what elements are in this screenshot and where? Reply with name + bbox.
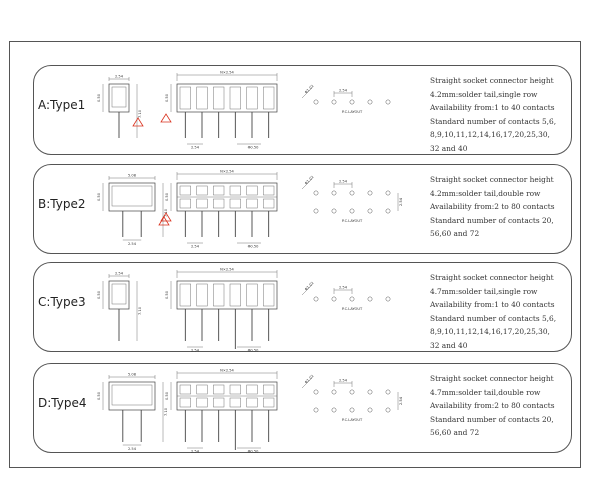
pin-diameter-label: Φ0.50 [247, 449, 259, 454]
description-line: 4.7mm:solder tail,single row [430, 286, 538, 296]
pcb-hole [368, 297, 372, 301]
pin-spacing-label: 2.54 [338, 179, 348, 184]
type-letter: B [38, 197, 47, 211]
height-dimension-label: 7.10 [164, 407, 168, 417]
pin-dimension-label: 0.50 [165, 290, 169, 300]
pad-diameter-label: Φ1.02 [304, 281, 315, 292]
description-line: 4.2mm:solder tail,double row [430, 188, 541, 198]
pcb-hole [350, 100, 354, 104]
pcb-hole [350, 209, 354, 213]
panel-type1 [33, 65, 572, 155]
pin-spacing-label: 2.54 [190, 348, 200, 353]
panel-type2 [33, 164, 572, 254]
pcb-hole [350, 390, 354, 394]
pcb-hole [314, 209, 318, 213]
pcb-hole [314, 390, 318, 394]
pcb-hole [386, 100, 390, 104]
pin-diameter-label: Φ0.50 [247, 145, 259, 150]
pcb-hole [368, 408, 372, 412]
profile-inner [112, 284, 126, 304]
height-dimension-label: 7.10 [138, 306, 142, 316]
description-line: Standard number of contacts 5,6, [430, 313, 557, 323]
description [430, 173, 570, 241]
contact-slot [180, 87, 191, 109]
pin-diameter-label: Φ0.50 [247, 244, 259, 249]
contact-slot [230, 199, 241, 208]
description-line: 8,9,10,11,12,14,16,17,20,25,30, [430, 130, 550, 139]
contact-slot [197, 284, 208, 306]
pin-spacing-label: 2.54 [338, 285, 348, 290]
pin-dimension-label: 0.50 [97, 290, 101, 300]
pin-spacing-label: 2.54 [338, 88, 348, 93]
pin-dimension-label: 0.50 [165, 391, 169, 401]
type-letter: D [38, 396, 48, 410]
contact-slot [180, 199, 191, 208]
contact-slot [263, 385, 274, 394]
contact-slot [247, 87, 258, 109]
pcb-hole [368, 209, 372, 213]
contact-slot [230, 385, 241, 394]
pad-diameter-label: Φ1.02 [304, 175, 315, 186]
pcb-hole [350, 408, 354, 412]
pad-diameter-label: Φ1.02 [304, 84, 315, 95]
contact-slot [197, 398, 208, 407]
contact-slot [247, 385, 258, 394]
type-label: B:Type2 [38, 197, 86, 211]
panel-type3 [33, 262, 572, 352]
type-label: C:Type3 [38, 295, 86, 309]
row-pitch-label: 2.54 [127, 447, 137, 451]
contact-slot [213, 186, 224, 195]
description-line: Availability from:2 to 80 contacts [430, 202, 555, 211]
front-body [177, 84, 277, 112]
warning-triangle-icon [161, 114, 171, 122]
profile-body [109, 382, 155, 410]
pcb-hole [332, 297, 336, 301]
width-dimension-label: 5.08 [127, 173, 137, 178]
pcb-hole [386, 209, 390, 213]
pcb-layout-label: P.C.LAYOUT [341, 418, 363, 422]
pcb-hole [332, 209, 336, 213]
pad-diameter-label: Φ1.02 [304, 374, 315, 385]
pcb-hole [314, 297, 318, 301]
description-line: Standard number of contacts 20, [430, 414, 554, 424]
profile-inner [112, 186, 152, 206]
row-pitch-label: 2.54 [399, 197, 403, 207]
description-line: Standard number of contacts 20, [430, 215, 554, 225]
description-line: Availability from:2 to 80 contacts [430, 401, 555, 410]
type-letter: A [38, 98, 46, 112]
pcb-hole [332, 100, 336, 104]
width-dimension-label: 5.08 [127, 372, 137, 377]
type-label: D:Type4 [38, 396, 87, 410]
contact-slot [263, 87, 274, 109]
pcb-hole [386, 408, 390, 412]
contact-slot [247, 398, 258, 407]
type-name: Type2 [50, 197, 86, 211]
pitch-dimension-label: N×2.54 [220, 368, 234, 373]
description-line: 56,60 and 72 [430, 428, 480, 437]
description-line: Straight socket connector height [430, 175, 554, 184]
contact-slot [213, 284, 224, 306]
contact-slot [180, 385, 191, 394]
description [430, 74, 570, 155]
description-line: 4.2mm:solder tail,single row [430, 89, 538, 99]
type-letter: C [38, 295, 47, 309]
description-line: Straight socket connector height [430, 374, 554, 383]
type-name: Type4 [51, 396, 87, 410]
description-line: 32 and 40 [430, 340, 468, 350]
pcb-hole [368, 390, 372, 394]
pin-dimension-label: 0.50 [97, 93, 101, 103]
pcb-hole [332, 408, 336, 412]
description-line: Straight socket connector height [430, 273, 554, 282]
front-body [177, 281, 277, 309]
pcb-hole [386, 297, 390, 301]
pcb-hole [350, 191, 354, 195]
height-dimension-label: 7.10 [164, 208, 168, 218]
contact-slot [263, 199, 274, 208]
contact-slot [197, 385, 208, 394]
contact-slot [213, 398, 224, 407]
contact-slot [230, 186, 241, 195]
type-name: Type3 [50, 295, 86, 309]
pcb-hole [386, 390, 390, 394]
row-pitch-label: 2.54 [127, 242, 137, 246]
warning-triangle-icon [133, 118, 143, 126]
pin-spacing-label: 2.54 [190, 449, 200, 454]
pcb-layout-label: P.C.LAYOUT [341, 307, 363, 311]
contact-slot [263, 398, 274, 407]
description-line: 8,9,10,11,12,14,16,17,20,25,30, [430, 327, 550, 336]
pcb-hole [386, 191, 390, 195]
pin-dimension-label: 0.50 [97, 391, 101, 401]
pin-diameter-label: Φ0.50 [247, 348, 259, 353]
height-dimension-label: 7.10 [138, 109, 142, 119]
contact-slot [247, 284, 258, 306]
pin-dimension-label: 0.50 [165, 192, 169, 202]
pcb-hole [314, 100, 318, 104]
description-line: Standard number of contacts 5,6, [430, 116, 557, 126]
contact-slot [263, 186, 274, 195]
contact-slot [263, 284, 274, 306]
contact-slot [197, 186, 208, 195]
pin-dimension-label: 0.50 [97, 192, 101, 202]
pcb-hole [368, 191, 372, 195]
contact-slot [213, 385, 224, 394]
description-line: Availability from:1 to 40 contacts [430, 300, 555, 309]
pcb-hole [314, 191, 318, 195]
contact-slot [230, 398, 241, 407]
pin-dimension-label: 0.50 [165, 93, 169, 103]
pitch-dimension-label: N×2.54 [220, 70, 234, 75]
description-line: Straight socket connector height [430, 76, 554, 85]
pcb-hole [368, 100, 372, 104]
description-line: 32 and 40 [430, 143, 468, 153]
width-dimension-label: 2.54 [114, 271, 124, 276]
contact-slot [247, 186, 258, 195]
row-pitch-label: 2.54 [399, 396, 403, 406]
contact-slot [230, 284, 241, 306]
description-line: 56,60 and 72 [430, 229, 480, 238]
pcb-hole [350, 297, 354, 301]
contact-slot [213, 199, 224, 208]
pcb-hole [332, 390, 336, 394]
width-dimension-label: 2.54 [114, 74, 124, 79]
contact-slot [180, 284, 191, 306]
contact-slot [197, 87, 208, 109]
profile-inner [112, 87, 126, 107]
panel-type4 [33, 363, 572, 453]
pcb-layout-label: P.C.LAYOUT [341, 110, 363, 114]
type-name: Type1 [50, 98, 86, 112]
type-label: A:Type1 [38, 98, 86, 112]
contact-slot [213, 87, 224, 109]
contact-slot [247, 199, 258, 208]
description-line: Availability from:1 to 40 contacts [430, 103, 555, 112]
contact-slot [180, 186, 191, 195]
contact-slot [180, 398, 191, 407]
contact-slot [197, 199, 208, 208]
pcb-hole [332, 191, 336, 195]
pitch-dimension-label: N×2.54 [220, 169, 234, 174]
pin-spacing-label: 2.54 [338, 378, 348, 383]
profile-inner [112, 385, 152, 405]
pitch-dimension-label: N×2.54 [220, 267, 234, 272]
profile-body [109, 183, 155, 211]
description-line: 4.7mm:solder tail,double row [430, 387, 541, 397]
description [430, 372, 570, 440]
pin-spacing-label: 2.54 [190, 244, 200, 249]
pcb-hole [314, 408, 318, 412]
pcb-layout-label: P.C.LAYOUT [341, 219, 363, 223]
contact-slot [230, 87, 241, 109]
pin-spacing-label: 2.54 [190, 145, 200, 150]
description [430, 271, 570, 352]
